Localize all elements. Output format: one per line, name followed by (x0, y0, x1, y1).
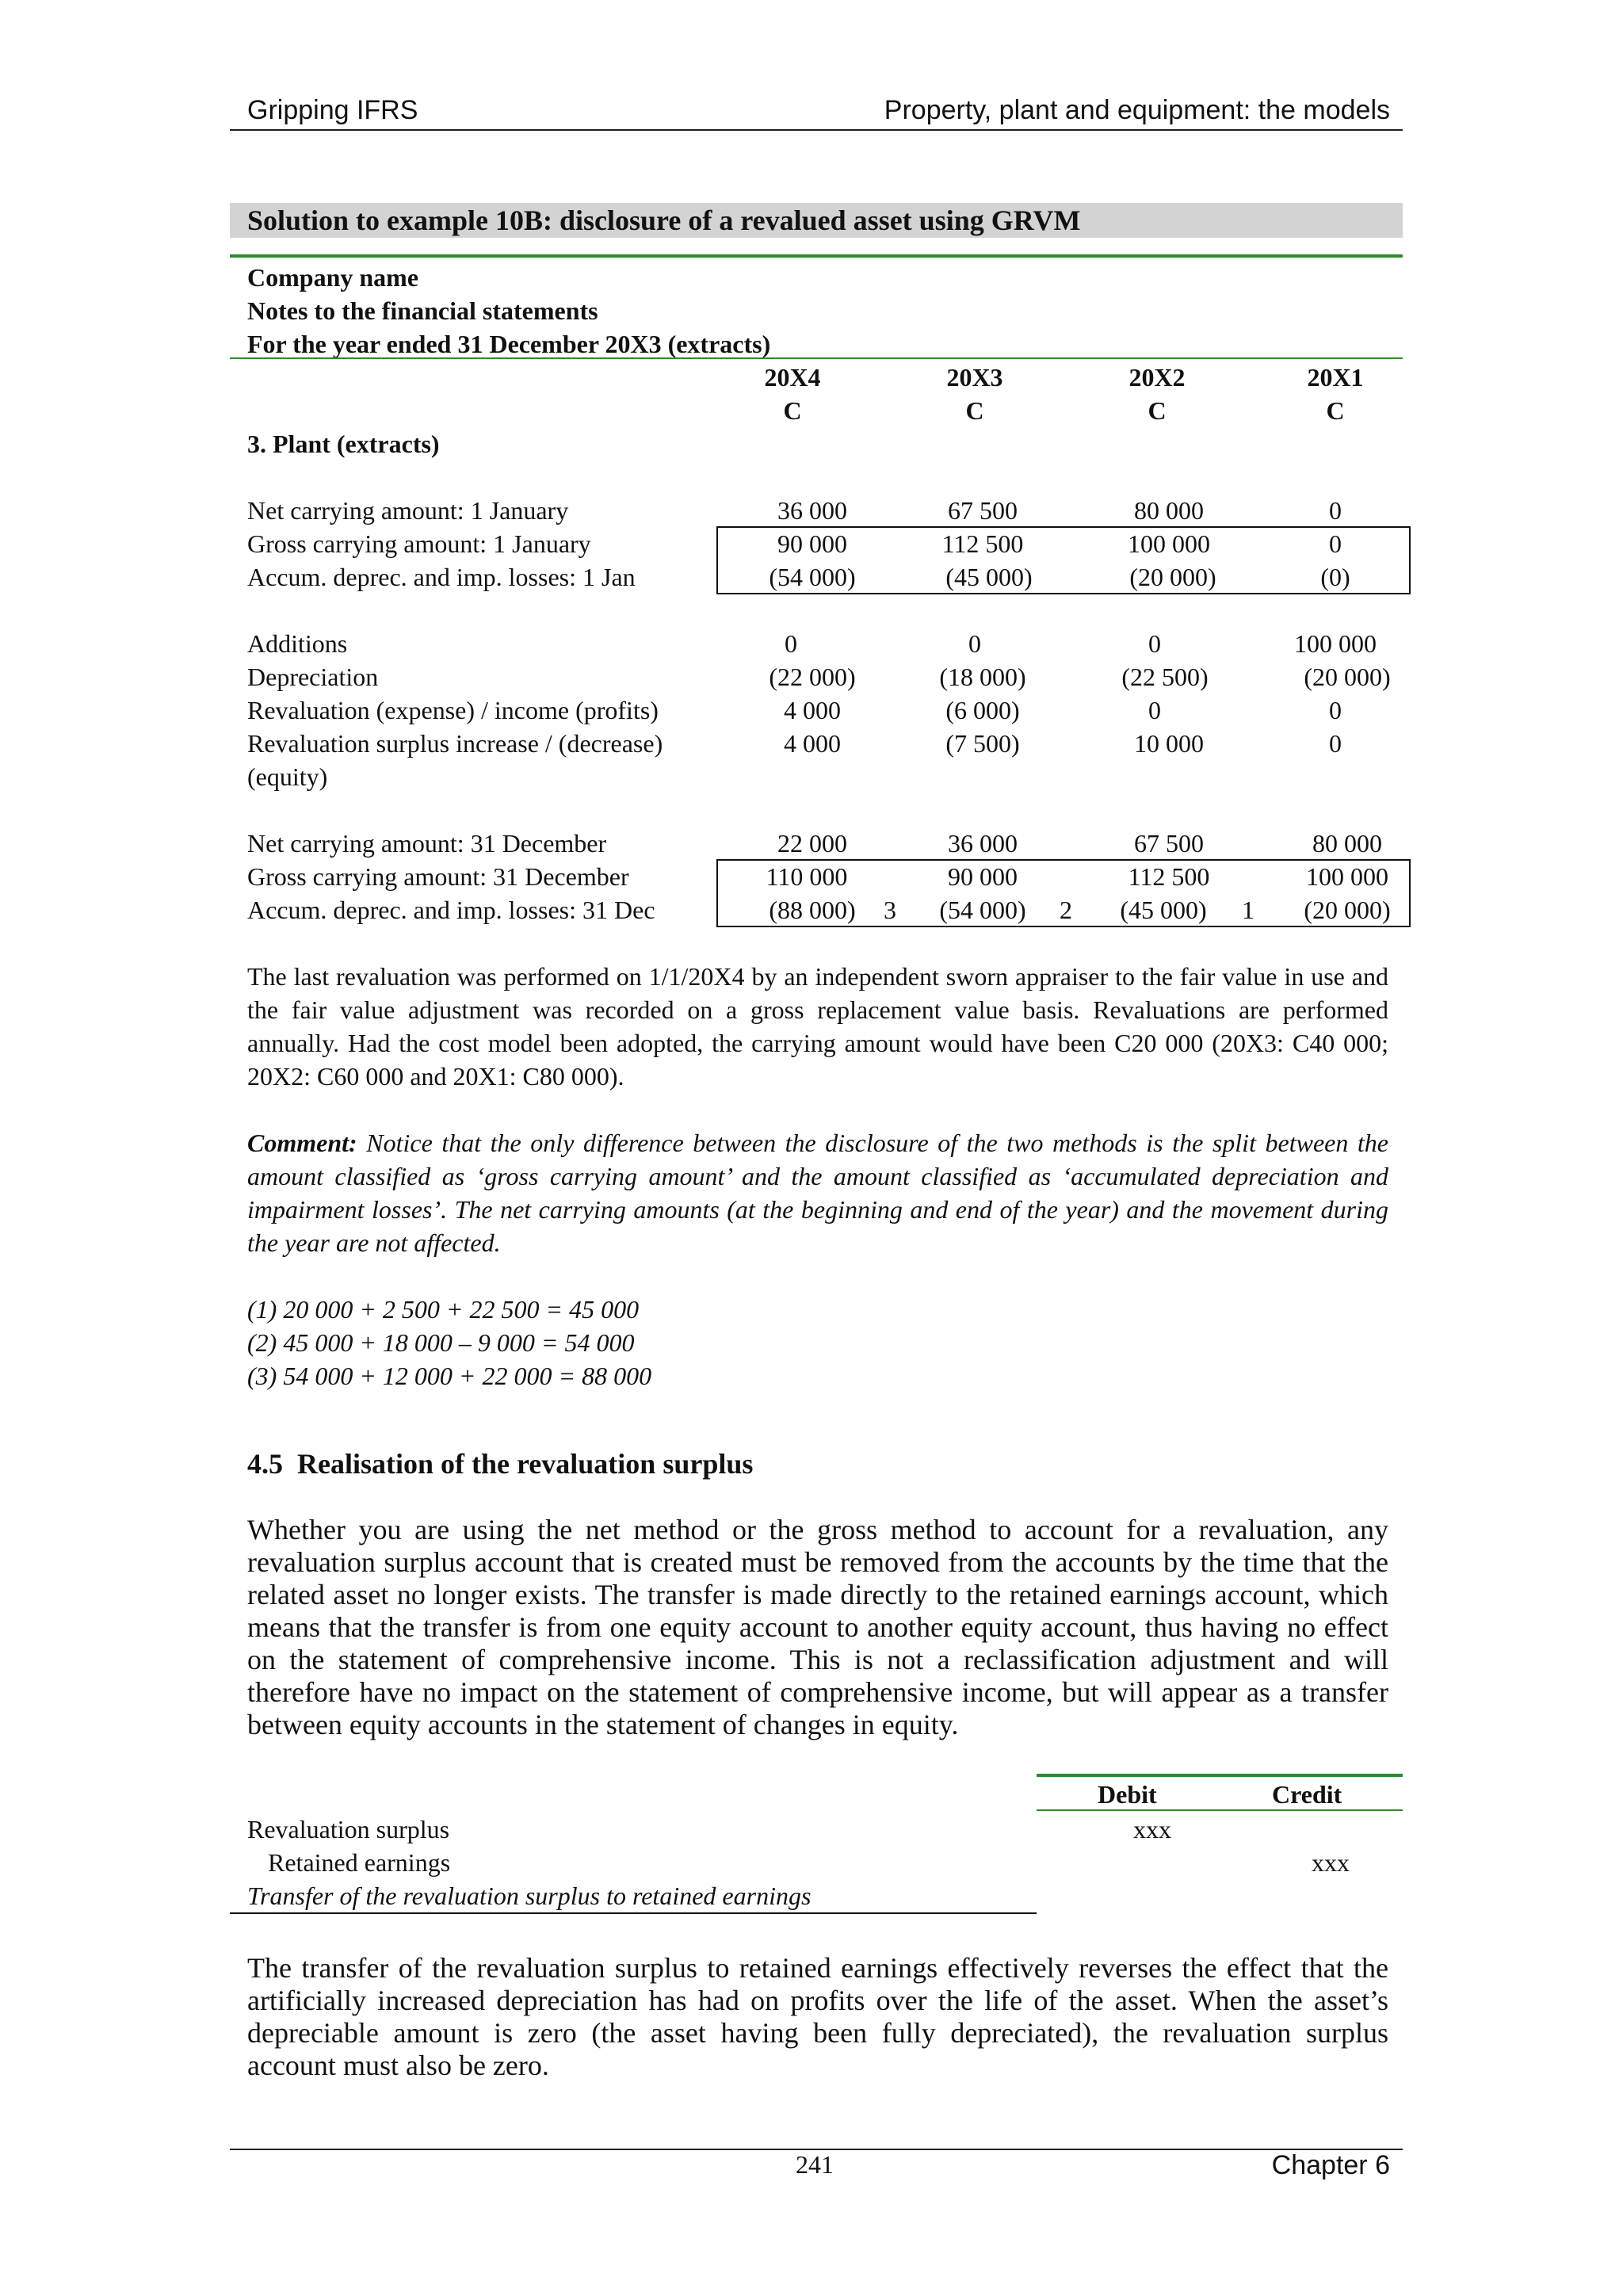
calculation-2: (2) 45 000 + 18 000 – 9 000 = 54 000 (247, 1328, 635, 1357)
row-label-reval-surplus-equity: (equity) (247, 762, 328, 791)
footer-chapter: Chapter 6 (1271, 2150, 1390, 2180)
header-rule (230, 129, 1403, 131)
comment-label: Comment: (247, 1129, 357, 1157)
cell-nca-open-20x4: 36 000 (777, 496, 847, 525)
ref-3: 3 (884, 896, 896, 924)
currency-20x2: C (1148, 396, 1167, 425)
currency-20x3: C (965, 396, 984, 425)
cell-nca-close-20x3: 36 000 (948, 829, 1018, 858)
cell-gca-open-20x4: 90 000 (777, 529, 847, 558)
row-label-depreciation: Depreciation (247, 663, 379, 691)
cell-depreciation-20x3: (18 000) (939, 663, 1026, 691)
journal-credit-value: xxx (1312, 1848, 1350, 1877)
cell-depreciation-20x2: (22 500) (1121, 663, 1209, 691)
row-label-gca-open: Gross carrying amount: 1 January (247, 529, 591, 558)
cell-acc-open-20x1: (0) (1320, 563, 1350, 591)
year-header-20x3: 20X3 (946, 363, 1003, 392)
cell-depreciation-20x4: (22 000) (769, 663, 856, 691)
comment-paragraph (247, 1126, 1388, 1259)
notes-subtitle: Notes to the financial statements (247, 296, 598, 325)
cell-gca-open-20x2: 100 000 (1128, 529, 1210, 558)
journal-line-retained-earnings: Retained earnings (268, 1848, 451, 1877)
row-label-nca-close: Net carrying amount: 31 December (247, 829, 607, 858)
year-header-20x2: 20X2 (1128, 363, 1186, 392)
cell-acc-close-20x4: (88 000) (769, 896, 856, 924)
cell-depreciation-20x1: (20 000) (1304, 663, 1391, 691)
row-label-reval-surplus: Revaluation surplus increase / (decrease) (247, 729, 663, 758)
cell-nca-close-20x4: 22 000 (777, 829, 847, 858)
example-title-rule (230, 254, 1403, 258)
row-label-acc-close: Accum. deprec. and imp. losses: 31 Dec (247, 896, 655, 924)
cell-gca-open-20x3: 112 500 (941, 529, 1024, 558)
cell-acc-close-20x1: (20 000) (1304, 896, 1391, 924)
calculation-3: (3) 54 000 + 12 000 + 22 000 = 88 000 (247, 1362, 652, 1390)
period-heading: For the year ended 31 December 20X3 (extracts) (247, 330, 771, 358)
journal-header-rule (1037, 1774, 1403, 1777)
cell-additions-20x2: 0 (1148, 629, 1161, 658)
cell-acc-open-20x2: (20 000) (1129, 563, 1216, 591)
currency-20x1: C (1326, 396, 1345, 425)
cell-acc-close-20x2: (45 000) (1120, 896, 1207, 924)
cell-gca-open-20x1: 0 (1329, 529, 1342, 558)
ref-1: 1 (1242, 896, 1254, 924)
cell-nca-close-20x1: 80 000 (1312, 829, 1382, 858)
section-plant-extracts: 3. Plant (extracts) (247, 430, 440, 458)
cell-reval-pl-20x1: 0 (1329, 696, 1342, 724)
cell-additions-20x1: 100 000 (1294, 629, 1377, 658)
cell-reval-surplus-20x4: 4 000 (784, 729, 841, 758)
journal-credit-header: Credit (1272, 1780, 1342, 1809)
cell-gca-close-20x4: 110 000 (766, 862, 848, 891)
cell-reval-pl-20x4: 4 000 (784, 696, 841, 724)
row-label-gca-close: Gross carrying amount: 31 December (247, 862, 629, 891)
cell-reval-pl-20x2: 0 (1148, 696, 1161, 724)
comment-text: Notice that the only difference between the disclosure of the two methods is the split between the amount classified as ‘gross carrying amount’ and the amount classified as ‘accumulated depreciation and impairment losses’. The net carrying amounts (at the beginning and end of the year) and the movement during the year are not affected. (247, 1129, 1389, 1257)
row-label-reval-pl: Revaluation (expense) / income (profits) (247, 696, 659, 724)
cell-reval-surplus-20x2: 10 000 (1134, 729, 1204, 758)
section-paragraph-2: The transfer of the revaluation surplus to retained earnings effectively reverses the effect that the artificially increased depreciation has had on profits over the life of the asset. When the asset’s depreciable amount is zero (the asset having been fully depreciated), the revaluation surplus account must also be zero. (247, 1952, 1388, 2081)
cell-nca-open-20x1: 0 (1329, 496, 1342, 525)
currency-20x4: C (783, 396, 802, 425)
row-label-acc-open: Accum. deprec. and imp. losses: 1 Jan (247, 563, 636, 591)
journal-debit-header: Debit (1098, 1780, 1157, 1809)
journal-bottom-rule (230, 1912, 1037, 1914)
example-title-bar: Solution to example 10B: disclosure of a revalued asset using GRVM (230, 203, 1403, 238)
cell-acc-open-20x3: (45 000) (945, 563, 1033, 591)
cell-nca-open-20x2: 80 000 (1134, 496, 1204, 525)
section-title: Realisation of the revaluation surplus (297, 1448, 754, 1480)
cell-additions-20x3: 0 (968, 629, 981, 658)
cell-nca-open-20x3: 67 500 (948, 496, 1018, 525)
ref-2: 2 (1060, 896, 1072, 924)
cell-acc-close-20x3: (54 000) (939, 896, 1026, 924)
cell-gca-close-20x2: 112 500 (1128, 862, 1210, 891)
journal-narration: Transfer of the revaluation surplus to retained earnings (247, 1881, 812, 1910)
cell-gca-close-20x3: 90 000 (948, 862, 1018, 891)
section-heading (247, 1447, 753, 1480)
year-header-20x4: 20X4 (764, 363, 821, 392)
cell-reval-surplus-20x1: 0 (1329, 729, 1342, 758)
cell-acc-open-20x4: (54 000) (769, 563, 856, 591)
journal-line-revaluation-surplus: Revaluation surplus (247, 1815, 450, 1843)
cell-nca-close-20x2: 67 500 (1134, 829, 1204, 858)
calculation-1: (1) 20 000 + 2 500 + 22 500 = 45 000 (247, 1295, 640, 1324)
row-label-nca-open: Net carrying amount: 1 January (247, 496, 569, 525)
section-number: 4.5 (247, 1448, 283, 1480)
journal-debit-value: xxx (1133, 1815, 1171, 1843)
cell-reval-surplus-20x3: (7 500) (945, 729, 1020, 758)
header-chapter-title: Property, plant and equipment: the models (884, 95, 1390, 125)
journal-header-underline (1037, 1809, 1403, 1811)
header-book-title: Gripping IFRS (247, 95, 418, 125)
cell-gca-close-20x1: 100 000 (1306, 862, 1388, 891)
section-paragraph-1: Whether you are using the net method or the gross method to account for a revaluation, any revaluation surplus account that is created must be removed from the accounts by the time that the related asset no longer exists. The transfer is made directly to the retained earnings account, which means that the transfer is from one equity account to another equity account, thus having no effect on the statement of comprehensive income. This is not a reclassification adjustment and will therefore have no impact on the statement of comprehensive income, but will appear as a transfer between equity accounts in the statement of changes in equity. (247, 1514, 1388, 1740)
page-number: 241 (796, 2150, 834, 2179)
table-header-rule (230, 357, 1403, 359)
cell-reval-pl-20x3: (6 000) (945, 696, 1020, 724)
company-name: Company name (247, 263, 419, 292)
revaluation-note-paragraph: The last revaluation was performed on 1/1/20X4 by an independent sworn appraiser to the fair value in use and the fair value adjustment was recorded on a gross replacement value basis. Revaluations are performed annually. Had the cost model been adopted, the carrying amount would have been C20 000 (20X3: C40 000; 20X2: C60 000 and 20X1: C80 000). (247, 962, 1388, 1091)
row-label-additions: Additions (247, 629, 348, 658)
year-header-20x1: 20X1 (1307, 363, 1364, 392)
cell-additions-20x4: 0 (785, 629, 797, 658)
